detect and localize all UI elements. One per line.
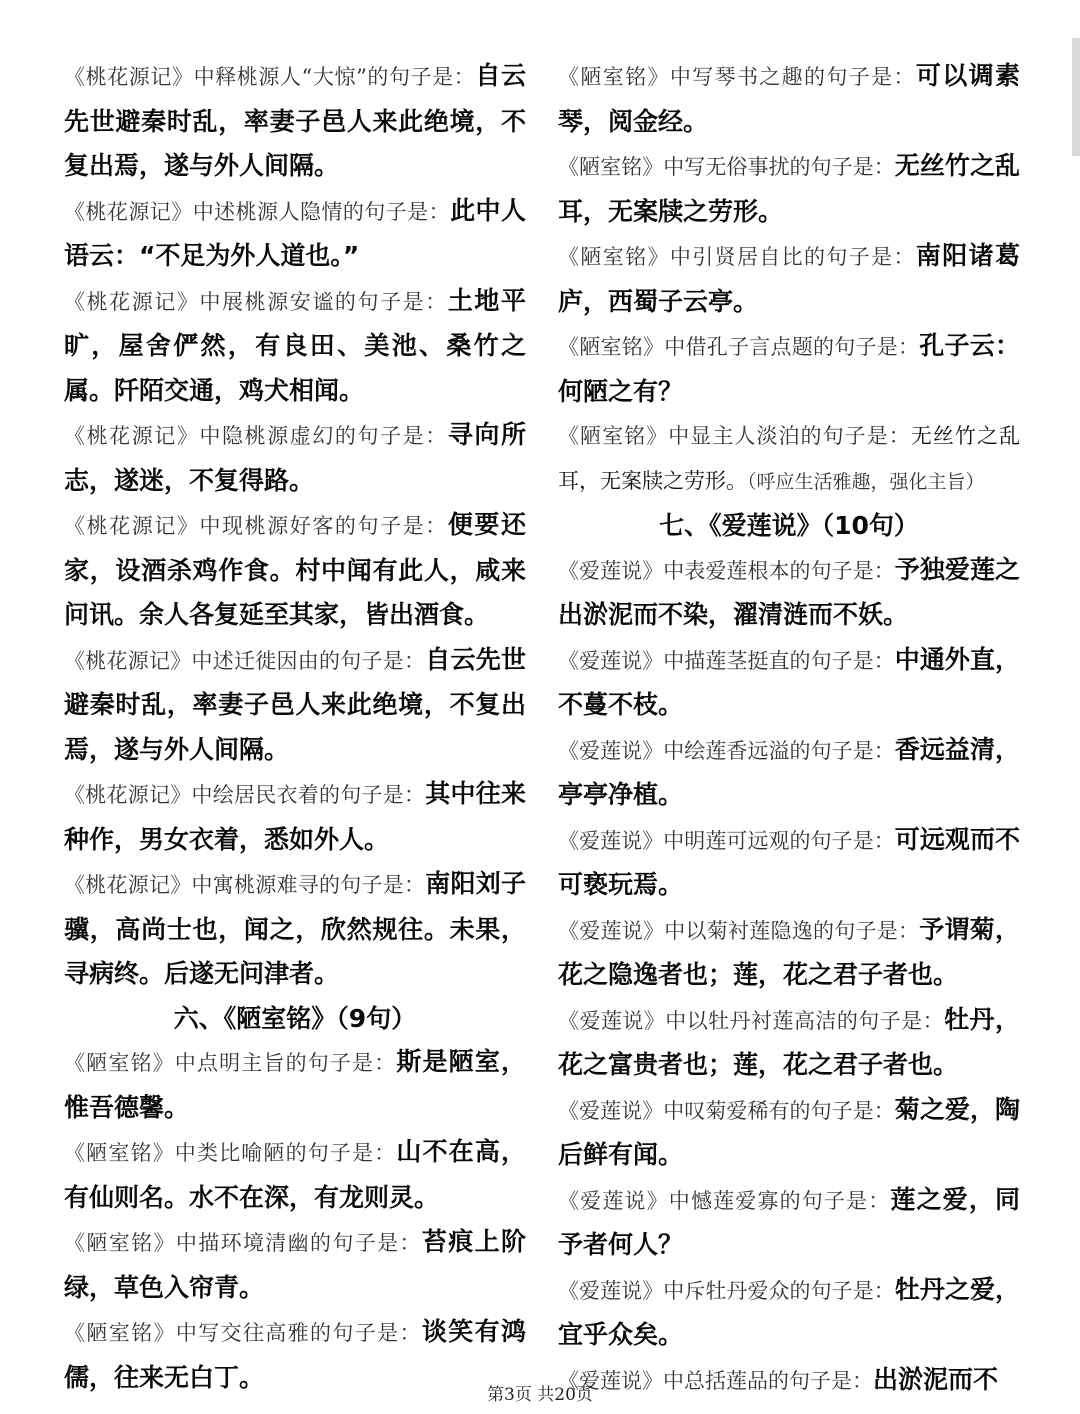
answer-text: 此中人语云：“不足为外人道也。” bbox=[64, 195, 526, 270]
answer-text: 无丝竹之乱耳，无案牍之劳形。 bbox=[558, 424, 1021, 493]
qa-item bbox=[64, 638, 526, 773]
answer-text: 予独爱莲之出淤泥而不染，濯清涟而不妖。 bbox=[558, 554, 1020, 629]
question-text: 《桃花源记》中释桃源人“大惊”的句子是： bbox=[64, 65, 476, 89]
answer-text: 寻向所志，遂迷，不复得路。 bbox=[64, 420, 526, 495]
section-heading-lsm: 六、《陋室铭》（9句） bbox=[173, 1003, 417, 1033]
qa-item bbox=[558, 324, 1020, 414]
question-text: 《陋室铭》中借孔子言点题的句子是： bbox=[558, 335, 920, 359]
note-text: （呼应生活雅趣，强化主旨） bbox=[747, 470, 985, 493]
question-text: 《陋室铭》中写琴书之趣的句子是： bbox=[558, 65, 916, 89]
qa-item bbox=[64, 1220, 526, 1310]
qa-item bbox=[64, 413, 526, 503]
qa-item bbox=[558, 818, 1020, 908]
answer-text: 可以调素琴，阅金经。 bbox=[558, 61, 1020, 136]
qa-item bbox=[64, 862, 526, 997]
question-text: 《桃花源记》中寓桃源难寻的句子是： bbox=[64, 873, 426, 897]
answer-text: 中通外直，不蔓不枝。 bbox=[558, 644, 1020, 719]
qa-item bbox=[64, 1040, 526, 1130]
answer-text: 可远观而不可亵玩焉。 bbox=[558, 824, 1020, 899]
answer-text: 无丝竹之乱耳，无案牍之劳形。 bbox=[558, 151, 1020, 226]
qa-item bbox=[558, 144, 1020, 234]
qa-item bbox=[558, 54, 1020, 144]
scrollbar-thumb[interactable] bbox=[1072, 38, 1080, 156]
question-text: 《陋室铭》中类比喻陋的句子是： bbox=[64, 1141, 397, 1165]
qa-item bbox=[64, 189, 526, 279]
qa-item bbox=[558, 1088, 1020, 1178]
answer-text: 自云先世避秦时乱，率妻子邑人来此绝境，不复出焉，遂与外人间隔。 bbox=[64, 61, 526, 180]
section-heading-als: 七、《爱莲说》（10句） bbox=[659, 511, 919, 540]
answer-text: 谈笑有鸿儒，往来无白丁。 bbox=[64, 1317, 526, 1392]
question-text: 《桃花源记》中展桃源安谧的句子是： bbox=[64, 289, 448, 314]
page-number-footer: 第3页 共20页 bbox=[487, 1385, 593, 1405]
question-text: 《陋室铭》中显主人淡泊的句子是： bbox=[558, 424, 911, 448]
qa-item bbox=[64, 279, 526, 414]
question-text: 《陋室铭》中引贤居自比的句子是： bbox=[558, 245, 916, 269]
answer-text: 便要还家，设酒杀鸡作食。村中闻有此人，咸来问讯。余人各复延至其家，皆出酒食。 bbox=[64, 510, 526, 629]
question-text: 《爱莲说》中以菊衬莲隐逸的句子是： bbox=[558, 918, 920, 943]
question-text: 《桃花源记》中隐桃源虚幻的句子是： bbox=[64, 424, 448, 448]
answer-text: 香远益清，亭亭净植。 bbox=[558, 734, 1020, 809]
qa-item bbox=[558, 1268, 1020, 1358]
right-column bbox=[558, 54, 1020, 1403]
answer-text: 南阳诸葛庐，西蜀子云亭。 bbox=[558, 241, 1020, 316]
qa-item bbox=[64, 772, 526, 862]
qa-item bbox=[558, 728, 1020, 818]
question-text: 《爱莲说》中描莲茎挺直的句子是： bbox=[558, 648, 895, 673]
left-column bbox=[64, 54, 526, 1400]
question-text: 《爱莲说》中以牡丹衬莲高洁的句子是： bbox=[558, 1008, 945, 1033]
answer-text: 予谓菊，花之隐逸者也；莲，花之君子者也。 bbox=[558, 914, 1020, 989]
question-text: 《桃花源记》中述迁徙因由的句子是： bbox=[64, 648, 426, 673]
question-text: 《爱莲说》中明莲可远观的句子是： bbox=[558, 828, 895, 853]
question-text: 《爱莲说》中绘莲香远溢的句子是： bbox=[558, 738, 895, 763]
answer-text: 苔痕上阶绿，草色入帘青。 bbox=[64, 1227, 526, 1302]
qa-item bbox=[64, 1130, 526, 1220]
qa-item bbox=[558, 998, 1020, 1088]
answer-text: 土地平旷，屋舍俨然，有良田、美池、桑竹之属。阡陌交通，鸡犬相闻。 bbox=[64, 285, 526, 405]
answer-text: 南阳刘子骥，高尚士也，闻之，欣然规往。未果，寻病终。后遂无问津者。 bbox=[64, 869, 526, 988]
question-text: 《爱莲说》中憾莲爱寡的句子是： bbox=[558, 1188, 891, 1213]
qa-item bbox=[64, 54, 526, 189]
answer-text: 自云先世避秦时乱，率妻子邑人来此绝境，不复出焉，遂与外人间隔。 bbox=[64, 644, 526, 764]
answer-text: 牡丹，花之富贵者也；莲，花之君子者也。 bbox=[558, 1004, 1020, 1079]
question-text: 《爱莲说》中叹菊爱稀有的句子是： bbox=[558, 1098, 895, 1123]
answer-text: 出淤泥而不 bbox=[873, 1364, 999, 1394]
answer-text: 菊之爱，陶后鲜有闻。 bbox=[558, 1094, 1020, 1169]
qa-item bbox=[558, 908, 1020, 998]
answer-text: 牡丹之爱，宜乎众矣。 bbox=[558, 1274, 1020, 1349]
answer-text: 孔子云：何陋之有？ bbox=[558, 331, 1020, 406]
question-text: 《陋室铭》中写交往高雅的句子是： bbox=[64, 1321, 422, 1345]
qa-item bbox=[558, 414, 1020, 504]
answer-text: 莲之爱，同予者何人？ bbox=[558, 1184, 1020, 1259]
qa-item bbox=[558, 548, 1020, 638]
question-text: 《桃花源记》中绘居民衣着的句子是： bbox=[64, 783, 426, 807]
qa-item bbox=[64, 503, 526, 638]
qa-item bbox=[558, 234, 1020, 324]
qa-item bbox=[558, 1178, 1020, 1268]
question-text: 《陋室铭》中点明主旨的句子是： bbox=[64, 1051, 397, 1075]
question-text: 《桃花源记》中述桃源人隐情的句子是： bbox=[64, 199, 451, 224]
answer-text: 其中往来种作，男女衣着，悉如外人。 bbox=[64, 779, 526, 854]
question-text: 《爱莲说》中总括莲品的句子是： bbox=[558, 1368, 873, 1393]
qa-item bbox=[558, 638, 1020, 728]
answer-text: 斯是陋室，惟吾德馨。 bbox=[64, 1047, 526, 1122]
question-text: 《爱莲说》中表爱莲根本的句子是： bbox=[558, 558, 895, 583]
question-text: 《爱莲说》中斥牡丹爱众的句子是： bbox=[558, 1278, 895, 1303]
question-text: 《桃花源记》中现桃源好客的句子是： bbox=[64, 514, 448, 538]
question-text: 《陋室铭》中描环境清幽的句子是： bbox=[64, 1231, 422, 1255]
answer-text: 山不在高，有仙则名。水不在深，有龙则灵。 bbox=[64, 1137, 526, 1212]
question-text: 《陋室铭》中写无俗事扰的句子是： bbox=[558, 155, 895, 179]
